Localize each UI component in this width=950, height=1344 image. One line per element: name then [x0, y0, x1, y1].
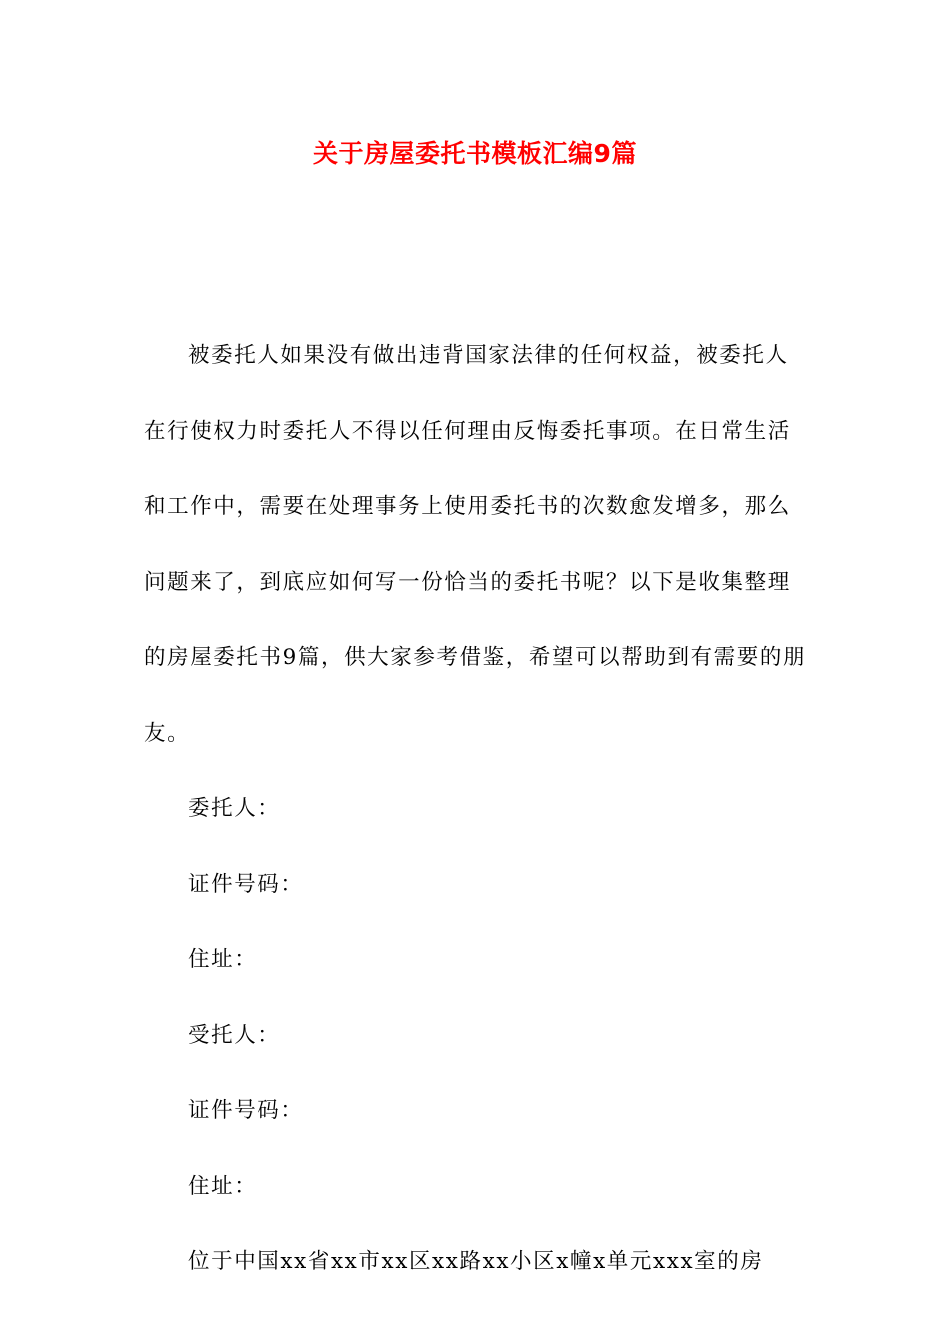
document-body [144, 318, 810, 1300]
agent-id-label: 证件号码： [188, 1098, 304, 1123]
intro-paragraph: 被委托人如果没有做出违背国家法律的任何权益，被委托人在行使权力时委托人不得以任何理由反悔委托事项。在日常生活和工作中，需要在处理事务上使用委托书的次数愈发增多，那么问题来了，到底应如何写一份恰当的委托书呢？以下是收集整理的房屋委托书9篇，供大家参考借鉴，希望可以帮助到有需要的朋友。 [144, 343, 807, 746]
document-title: 关于房屋委托书模板汇编9篇 [313, 139, 637, 168]
principal-address-label: 住址： [188, 947, 258, 972]
principal-label: 委托人： [188, 796, 281, 821]
principal-id-label: 证件号码： [188, 871, 304, 897]
agent-address-label: 住址： [188, 1173, 258, 1199]
property-location-paragraph: 位于中国xx省xx市xx区xx路xx小区x幢x单元xxx室的房 [188, 1249, 764, 1274]
agent-label: 受托人： [188, 1022, 281, 1048]
